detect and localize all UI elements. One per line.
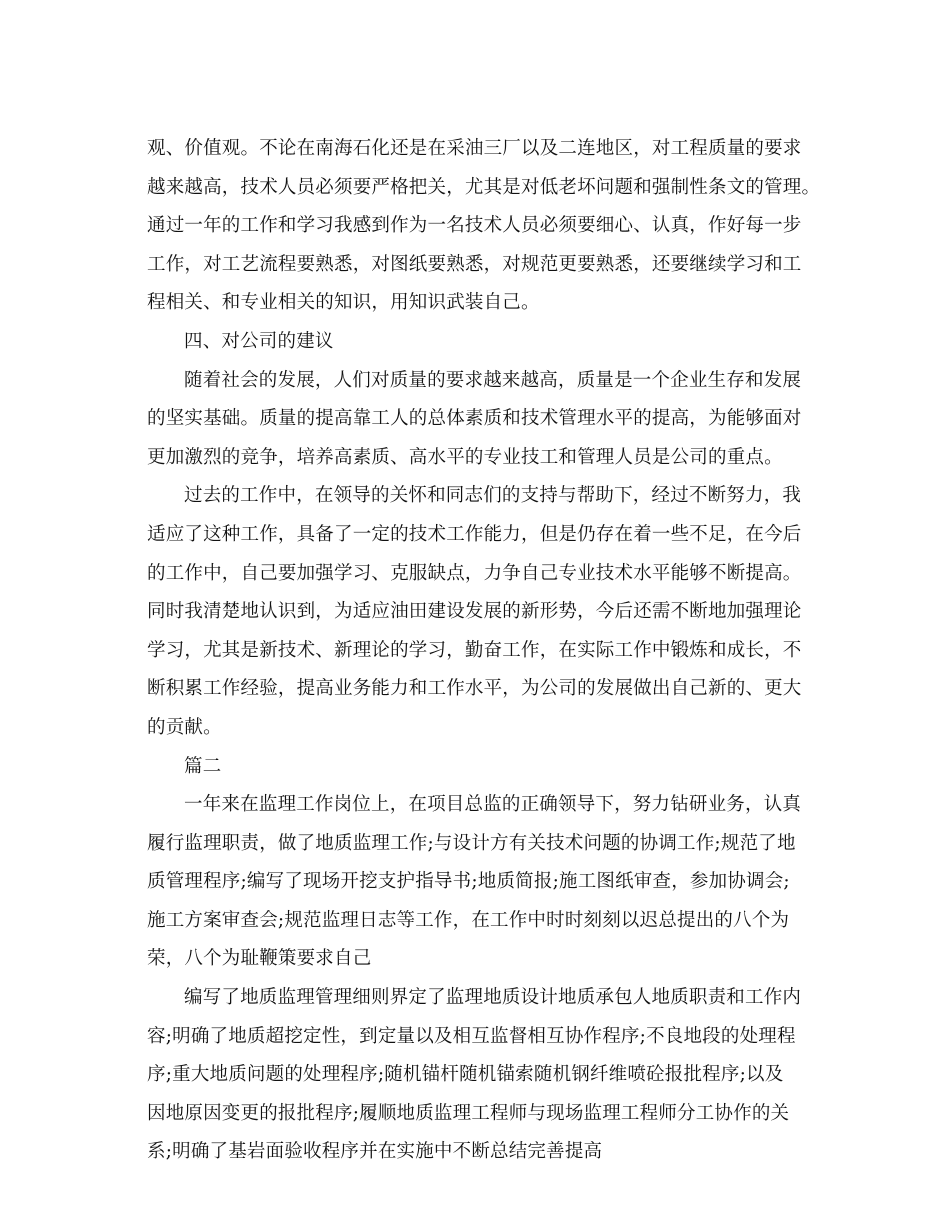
paragraph-past-work [147, 477, 807, 747]
text-line: 更加激烈的竞争，培养高素质、高水平的专业技工和管理人员是公司的重点。 [147, 446, 783, 468]
document-body [147, 130, 821, 1172]
text-line: 工作，对工艺流程要熟悉，对图纸要熟悉，对规范更要熟悉，还要继续学习和工 [147, 253, 802, 275]
text-line: 的贡献。 [147, 716, 222, 738]
text-line: 的坚实基础。质量的提高靠工人的总体素质和技术管理水平的提高，为能够面对 [147, 408, 802, 430]
text-line: 学习，尤其是新技术、新理论的学习，勤奋工作，在实际工作中锻炼和成长，不 [147, 639, 802, 661]
text-line: 因地原因变更的报批程序;履顺地质监理工程师与现场监理工程师分工协作的关 [147, 1102, 790, 1124]
section-heading-part-two [147, 748, 807, 787]
section-heading-suggestions [147, 323, 807, 362]
paragraph-geology-rules [147, 979, 807, 1172]
text-line: 观、价值观。不论在南海石化还是在采油三厂以及二连地区，对工程质量的要求 [147, 138, 802, 159]
text-line: 质管理程序;编写了现场开挖支护指导书;地质简报;施工图纸审查，参加协调会; [147, 871, 790, 893]
text-line: 越来越高，技术人员必须要严格把关，尤其是对低老坏问题和强制性条文的管理。 [147, 176, 821, 198]
text-line: 序;重大地质问题的处理程序;随机锚杆随机锚索随机钢纤维喷砼报批程序;以及 [147, 1064, 784, 1086]
text-line: 断积累工作经验，提高业务能力和工作水平，为公司的发展做出自己新的、更大 [147, 678, 802, 700]
text-line: 编写了地质监理管理细则界定了监理地质设计地质承包人地质职责和工作内 [184, 987, 802, 1009]
paragraph-quality [147, 362, 807, 478]
text-line: 同时我清楚地认识到，为适应油田建设发展的新形势，今后还需不断地加强理论 [147, 601, 802, 623]
paragraph-supervision [147, 786, 807, 979]
text-line: 程相关、和专业相关的知识，用知识武装自己。 [147, 292, 540, 314]
text-line: 系;明确了基岩面验收程序并在实施中不断总结完善提高 [147, 1141, 603, 1163]
text-line: 篇二 [184, 755, 222, 777]
text-line: 施工方案审查会;规范监理日志等工作，在工作中时时刻刻以迟总提出的八个为 [147, 909, 790, 931]
text-line: 通过一年的工作和学习我感到作为一名技术人员必须要细心、认真，作好每一步 [147, 215, 802, 237]
text-line: 适应了这种工作，具备了一定的技术工作能力，但是仍存在着一些不足，在今后 [147, 523, 802, 545]
text-line: 的工作中，自己要加强学习、克服缺点，力争自己专业技术水平能够不断提高。 [147, 562, 802, 584]
text-line: 容;明确了地质超挖定性，到定量以及相互监督相互协作程序;不良地段的处理程 [147, 1025, 796, 1047]
paragraph-continuation [147, 130, 821, 323]
text-line: 履行监理职责，做了地质监理工作;与设计方有关技术问题的协调工作;规范了地 [147, 832, 796, 854]
text-line: 荣，八个为耻鞭策要求自己 [147, 948, 372, 970]
text-line: 随着社会的发展，人们对质量的要求越来越高，质量是一个企业生存和发展 [184, 369, 802, 391]
text-line: 四、对公司的建议 [184, 330, 334, 352]
text-line: 一年来在监理工作岗位上，在项目总监的正确领导下，努力钻研业务，认真 [184, 794, 802, 816]
text-line: 过去的工作中，在领导的关怀和同志们的支持与帮助下，经过不断努力，我 [184, 485, 802, 507]
